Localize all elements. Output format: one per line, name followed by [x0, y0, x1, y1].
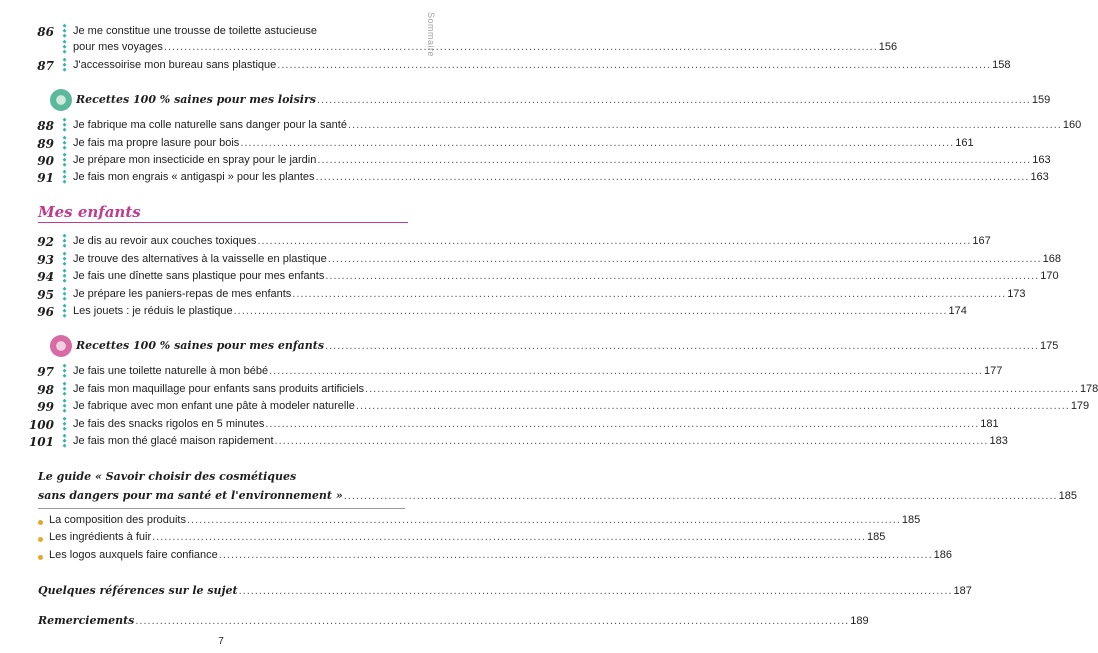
diamond-chain-icon: ◆ ◆ ◆ [62, 303, 67, 319]
leader-dots: ................................................................................................................................................................................ [355, 400, 1070, 412]
entry-number: 100 [28, 418, 54, 432]
leader-dots: ................................................................................................................................................................................ [152, 531, 867, 543]
entry-page: 174 [948, 305, 967, 317]
guide-divider [38, 508, 405, 509]
entry-number: 91 [37, 171, 54, 185]
entry-number: 99 [37, 400, 54, 414]
entry-title: Je fais mon engrais « antigaspi » pour les plantes [73, 171, 315, 183]
entry-number: 88 [37, 119, 54, 133]
toc-entry[interactable] [0, 303, 967, 320]
toc-entry[interactable] [0, 286, 1026, 303]
toc-entry[interactable] [0, 233, 991, 250]
guide-title-text: Le guide « Savoir choisir des cosmétiques [38, 470, 297, 483]
entry-page: 177 [983, 365, 1003, 377]
leader-dots: ................................................................................................................................................................................ [218, 549, 933, 561]
entry-title: Je fais mon thé glacé maison rapidement [73, 435, 274, 447]
leader-dots: ................................................................................................................................................................................ [269, 365, 983, 377]
diamond-chain-icon: ◆ ◆ ◆ [62, 381, 67, 397]
entry-title: J'accessoirise mon bureau sans plastique [73, 59, 277, 71]
leader-dots: ................................................................................................................................................................................ [238, 585, 953, 597]
entry-page: 173 [1007, 288, 1026, 300]
leader-dots: ................................................................................................................................................................................ [274, 435, 989, 447]
recipe-page: 175 [1039, 340, 1059, 352]
leader-dots: ................................................................................................................................................................................ [316, 94, 1031, 106]
entry-title: Je fais une toilette naturelle à mon bébé [73, 365, 269, 377]
guide-title-line-1 [38, 470, 405, 483]
leader-dots: ................................................................................................................................................................................ [317, 154, 1032, 166]
entry-number: 92 [37, 235, 54, 249]
entry-number: 101 [28, 435, 54, 449]
toc-entry[interactable] [0, 433, 1008, 450]
diamond-chain-icon: ◆ ◆ ◆ [62, 398, 67, 414]
bullet-page: 186 [933, 549, 953, 561]
references-title: Quelques références sur le sujet [38, 584, 238, 597]
bullet-text: Les logos auxquels faire confiance [49, 549, 218, 561]
guide-title-text: sans dangers pour ma santé et l'environnement » [38, 489, 343, 502]
entry-number: 90 [37, 154, 54, 168]
recipe-enfants-entry[interactable] [76, 339, 1059, 352]
entry-number: 95 [37, 288, 54, 302]
leader-dots: ................................................................................................................................................................................ [186, 514, 901, 526]
diamond-chain-icon: ◆ ◆ ◆ [62, 233, 67, 249]
toc-entry[interactable] [0, 135, 974, 152]
entry-title: Je fais une dînette sans plastique pour mes enfants [73, 270, 325, 282]
diamond-chain-icon: ◆ ◆ ◆ [62, 416, 67, 432]
bullet-text: Les ingrédients à fuir [49, 531, 152, 543]
diamond-chain-icon: ◆ ◆ ◆ [62, 169, 67, 185]
toc-entry[interactable] [0, 117, 1082, 134]
entry-page: 179 [1070, 400, 1090, 412]
entry-number: 89 [37, 137, 54, 151]
entry-title: Je dis au revoir aux couches toxiques [73, 235, 257, 247]
entry-number: 87 [37, 59, 54, 73]
entry-title: Je trouve des alternatives à la vaisselle en plastique [73, 253, 327, 265]
diamond-chain-icon: ◆ ◆ ◆ [62, 39, 67, 55]
entry-page: 168 [1042, 253, 1062, 265]
toc-entry[interactable] [0, 152, 1051, 169]
entry-page: 163 [1032, 154, 1051, 166]
diamond-chain-icon: ◆ ◆ ◆ [62, 286, 67, 302]
thanks-title: Remerciements [38, 614, 135, 627]
toc-entry[interactable] [0, 57, 1011, 74]
section-divider [38, 222, 408, 223]
toc-entry[interactable] [0, 251, 1062, 268]
entry-number: 86 [37, 25, 54, 39]
entry-title: Je fais des snacks rigolos en 5 minutes [73, 418, 265, 430]
bullet-entry[interactable] [38, 549, 953, 565]
entry-title: Je prépare mon insecticide en spray pour le jardin [73, 154, 317, 166]
leader-dots: ................................................................................................................................................................................ [325, 340, 1039, 352]
references-page: 187 [953, 585, 972, 597]
entry-page: 183 [989, 435, 1008, 447]
page-number: 7 [218, 636, 224, 647]
leader-dots: ................................................................................................................................................................................ [257, 235, 972, 247]
diamond-chain-icon: ◆ ◆ ◆ [62, 363, 67, 379]
toc-entry[interactable] [0, 381, 1098, 398]
entry-title: Les jouets : je réduis le plastique [73, 305, 233, 317]
entry-title: Je prépare les paniers-repas de mes enfants [73, 288, 292, 300]
leader-dots: ................................................................................................................................................................................ [325, 270, 1040, 282]
bullet-page: 185 [901, 514, 921, 526]
entry-page: 160 [1062, 119, 1082, 131]
recipe-badge-icon [50, 335, 72, 357]
entry-title: pour mes voyages [73, 41, 163, 53]
leader-dots: ................................................................................................................................................................................ [365, 383, 1079, 395]
leader-dots: ................................................................................................................................................................................ [163, 41, 878, 53]
diamond-chain-icon: ◆ ◆ ◆ [62, 152, 67, 168]
toc-entry[interactable] [0, 24, 405, 40]
bullet-entry[interactable] [38, 531, 886, 547]
entry-title: Je me constitue une trousse de toilette astucieuse [73, 25, 317, 37]
entry-number: 93 [37, 253, 54, 267]
bullet-dot-icon [38, 537, 43, 542]
toc-entry[interactable] [0, 398, 1090, 415]
leader-dots: ................................................................................................................................................................................ [265, 418, 980, 430]
recipe-page: 159 [1031, 94, 1051, 106]
entry-title: Je fais ma propre lasure pour bois [73, 137, 240, 149]
toc-entry[interactable] [0, 39, 898, 56]
entry-title: Je fais mon maquillage pour enfants sans produits artificiels [73, 383, 365, 395]
leader-dots: ................................................................................................................................................................................ [240, 137, 955, 149]
bullet-text: La composition des produits [49, 514, 186, 526]
recipe-title: Recettes 100 % saines pour mes enfants [76, 339, 325, 352]
leader-dots: ................................................................................................................................................................................ [315, 171, 1030, 183]
diamond-chain-icon: ◆ ◆ ◆ [62, 135, 67, 151]
recipe-badge-icon [50, 89, 72, 111]
entry-page: 178 [1079, 383, 1098, 395]
diamond-chain-icon: ◆ ◆ ◆ [62, 433, 67, 449]
diamond-chain-icon: ◆ ◆ ◆ [62, 268, 67, 284]
bullet-entry[interactable] [38, 514, 921, 530]
toc-entry[interactable] [0, 416, 999, 433]
recipe-title: Recettes 100 % saines pour mes loisirs [76, 93, 316, 106]
diamond-chain-icon: ◆ ◆ ◆ [62, 251, 67, 267]
entry-page: 163 [1030, 171, 1049, 183]
leader-dots: ................................................................................................................................................................................ [343, 490, 1058, 502]
entry-number: 98 [37, 383, 54, 397]
entry-page: 170 [1040, 270, 1059, 282]
entry-title: Je fabrique ma colle naturelle sans danger pour la santé [73, 119, 347, 131]
toc-entry[interactable] [0, 169, 1049, 186]
leader-dots: ................................................................................................................................................................................ [347, 119, 1062, 131]
toc-entry[interactable] [0, 363, 1003, 380]
leader-dots: ................................................................................................................................................................................ [327, 253, 1042, 265]
entry-page: 181 [980, 418, 999, 430]
entry-page: 167 [972, 235, 991, 247]
guide-page: 185 [1058, 490, 1077, 502]
entry-number: 97 [37, 365, 54, 379]
entry-number: 94 [37, 270, 54, 284]
entry-page: 161 [955, 137, 974, 149]
bullet-dot-icon [38, 555, 43, 560]
sommaire-sidebar-label: Sommaire [426, 12, 436, 58]
diamond-chain-icon: ◆ ◆ ◆ [62, 23, 67, 39]
thanks-entry[interactable] [38, 614, 869, 627]
toc-entry[interactable] [0, 268, 1059, 285]
leader-dots: ................................................................................................................................................................................ [277, 59, 992, 71]
entry-page: 156 [878, 41, 898, 53]
bullet-dot-icon [38, 520, 43, 525]
diamond-chain-icon: ◆ ◆ ◆ [62, 117, 67, 133]
leader-dots: ................................................................................................................................................................................ [233, 305, 948, 317]
recipe-loisirs-entry[interactable] [76, 93, 1051, 106]
thanks-page: 189 [850, 615, 869, 627]
guide-entry[interactable] [38, 489, 1077, 502]
section-title: Mes enfants [38, 203, 141, 221]
entry-page: 158 [992, 59, 1011, 71]
entry-title: Je fabrique avec mon enfant une pâte à modeler naturelle [73, 400, 355, 412]
bullet-page: 185 [867, 531, 886, 543]
leader-dots: ................................................................................................................................................................................ [292, 288, 1007, 300]
entry-number: 96 [37, 305, 54, 319]
references-entry[interactable] [38, 584, 972, 597]
leader-dots: ................................................................................................................................................................................ [135, 615, 850, 627]
diamond-chain-icon: ◆ ◆ ◆ [62, 57, 67, 73]
